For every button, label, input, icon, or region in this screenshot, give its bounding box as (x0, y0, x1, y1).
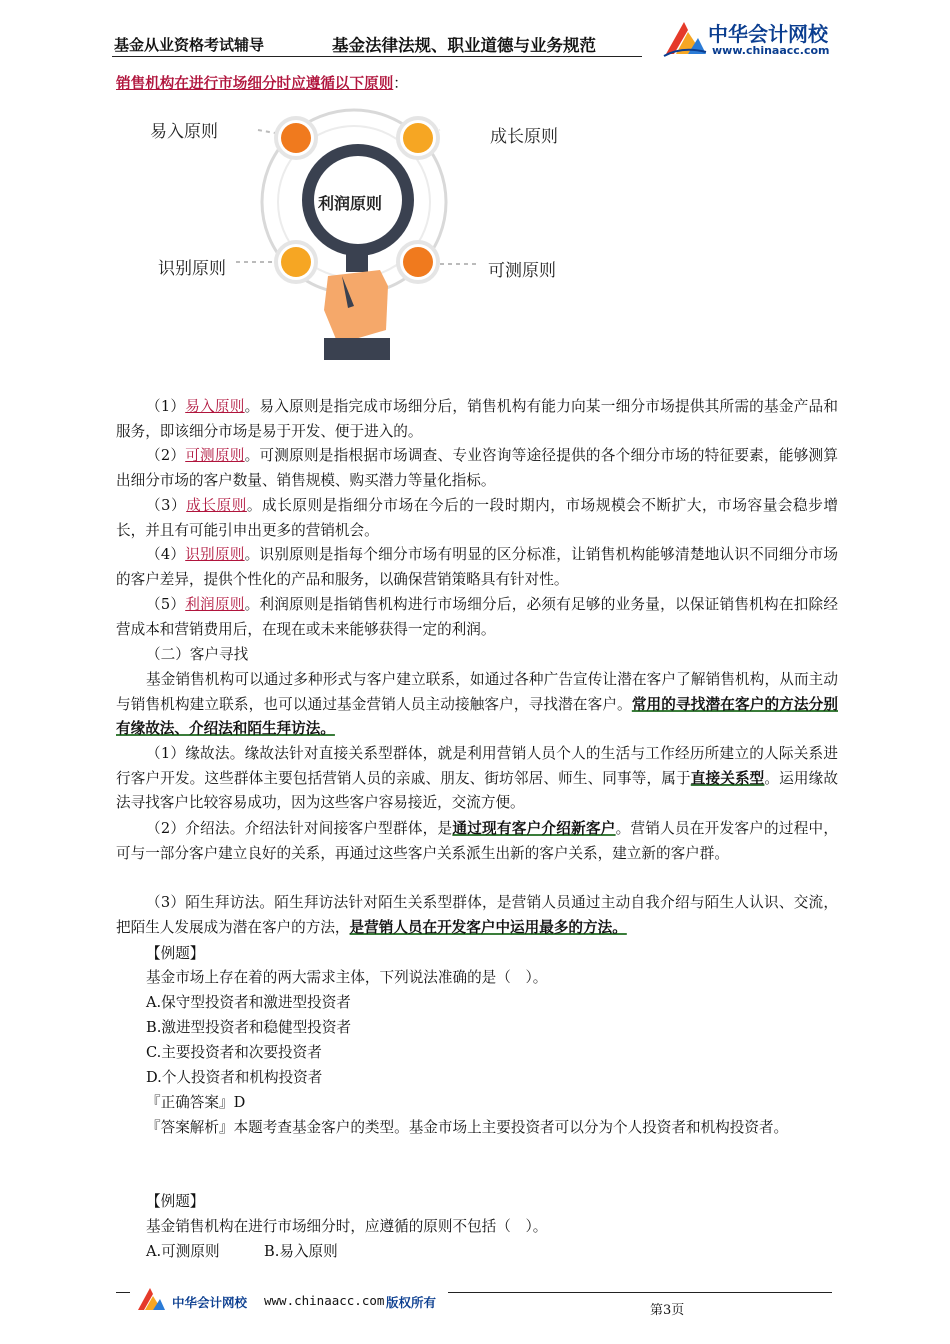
example2-question: 基金销售机构在进行市场细分时，应遵循的原则不包括（ ）。 (146, 1218, 548, 1235)
principle-3: （3）成长原则。成长原则是指细分市场在今后的一段时期内，市场规模会不断扩大，市场容量会稳步增长，并且有可能引申出更多的营销机会。 (116, 497, 838, 539)
label-chengzhang: 成长原则 (490, 127, 558, 147)
example1-answer: 『正确答案』D (146, 1094, 246, 1111)
footer-logo-icon (136, 1286, 166, 1312)
principle-name: 可测原则 (185, 447, 245, 464)
example1-question: 基金市场上存在着的两大需求主体，下列说法准确的是（ ）。 (146, 969, 548, 986)
label-yiru: 易入原则 (150, 122, 218, 142)
label-lirun-center: 利润原则 (318, 194, 383, 213)
page-number: 第3页 (650, 1303, 685, 1318)
intro-colon: ： (393, 75, 408, 92)
principle-name: 成长原则 (186, 497, 247, 514)
principle-5: （5）利润原则。利润原则是指销售机构进行市场细分后，必须有足够的业务量，以保证销售机构在扣除经营成本和营销费用后，在现在或未来能够获得一定的利润。 (116, 596, 838, 638)
intro-text: 销售机构在进行市场细分时应遵循以下原则 (116, 75, 394, 92)
header-left-title: 基金从业资格考试辅导 (114, 36, 265, 54)
section2-heading: （二）客户寻找 (146, 646, 249, 663)
example2-tag: 【例题】 (146, 1193, 205, 1210)
principle-4: （4）识别原则。识别原则是指每个细分市场有明显的区分标准，让销售机构能够清楚地认识不同细分市场的客户差异，提供个性化的产品和服务，以确保营销策略具有针对性。 (116, 546, 838, 588)
method-moshengbaifang: （3）陌生拜访法。陌生拜访法针对陌生关系型群体，是营销人员通过主动自我介绍与陌生人认识、交流，把陌生人发展成为潜在客户的方法，是营销人员在开发客户中运用最多的方法。 (116, 894, 838, 936)
example1-tag: 【例题】 (146, 945, 205, 962)
principle-1: （1）易入原则。易入原则是指完成市场细分后，销售机构有能力向某一细分市场提供其所需的基金产品和服务，即该细分市场是易于开发、便于进入的。 (116, 398, 838, 440)
header-rule (112, 56, 642, 57)
footer-rule-right (448, 1292, 832, 1293)
example1-option-c: C.主要投资者和次要投资者 (146, 1044, 322, 1061)
example1-option-d: D.个人投资者和机构投资者 (146, 1069, 323, 1086)
principle-name: 识别原则 (185, 546, 245, 563)
label-kece: 可测原则 (488, 261, 556, 281)
principle-2: （2）可测原则。可测原则是指根据市场调查、专业咨询等途径提供的各个细分市场的特征要素，能够测算出细分市场的客户数量、销售规模、购买潜力等量化指标。 (116, 447, 838, 489)
footer-rule-left (116, 1292, 130, 1293)
example2-option-a: A.可测原则 (146, 1243, 220, 1260)
label-shibie: 识别原则 (158, 259, 226, 279)
example2-option-b: B.易入原则 (264, 1243, 338, 1260)
header-logo-name: 中华会计网校 (708, 22, 828, 46)
example1-analysis: 『答案解析』本题考查基金客户的类型。基金市场上主要投资者可以分为个人投资者和机构投资者。 (146, 1119, 789, 1136)
logo-icon (662, 18, 708, 58)
method-yuangu: （1）缘故法。缘故法针对直接关系型群体，就是利用营销人员个人的生活与工作经历所建立的人际关系进行客户开发。这些群体主要包括营销人员的亲戚、朋友、街坊邻居、师生、同事等，属于直接关系型。运用缘故法寻找客户比较容易成功，因为这些客户容易接近，交流方便。 (116, 745, 838, 812)
page-header (0, 0, 950, 62)
principle-name: 利润原则 (185, 596, 245, 613)
section2-paragraph: 基金销售机构可以通过多种形式与客户建立联系，如通过各种广告宣传让潜在客户了解销售机构，从而主动与销售机构建立联系，也可以通过基金营销人员主动接触客户，寻找潜在客户。常用的寻找潜在客户的方法分别有缘故法、介绍法和陌生拜访法。 (116, 671, 838, 738)
principle-name: 易入原则 (185, 398, 245, 415)
example1-option-b: B.激进型投资者和稳健型投资者 (146, 1019, 352, 1036)
intro-line (116, 72, 408, 97)
header-center-title: 基金法律法规、职业道德与业务规范 (332, 36, 596, 55)
example1-option-a: A.保守型投资者和激进型投资者 (146, 994, 351, 1011)
footer-url: www.chinaacc.com (264, 1293, 385, 1308)
header-logo-url: www.chinaacc.com (712, 44, 830, 57)
method-jieshao: （2）介绍法。介绍法针对间接客户型群体，是通过现有客户介绍新客户。营销人员在开发客户的过程中，可与一部分客户建立良好的关系，再通过这些客户关系派生出新的客户关系，建立新的客户群。 (116, 820, 838, 862)
footer-logo-name: 中华会计网校 (172, 1295, 248, 1310)
footer-rights: 版权所有 (386, 1295, 437, 1310)
